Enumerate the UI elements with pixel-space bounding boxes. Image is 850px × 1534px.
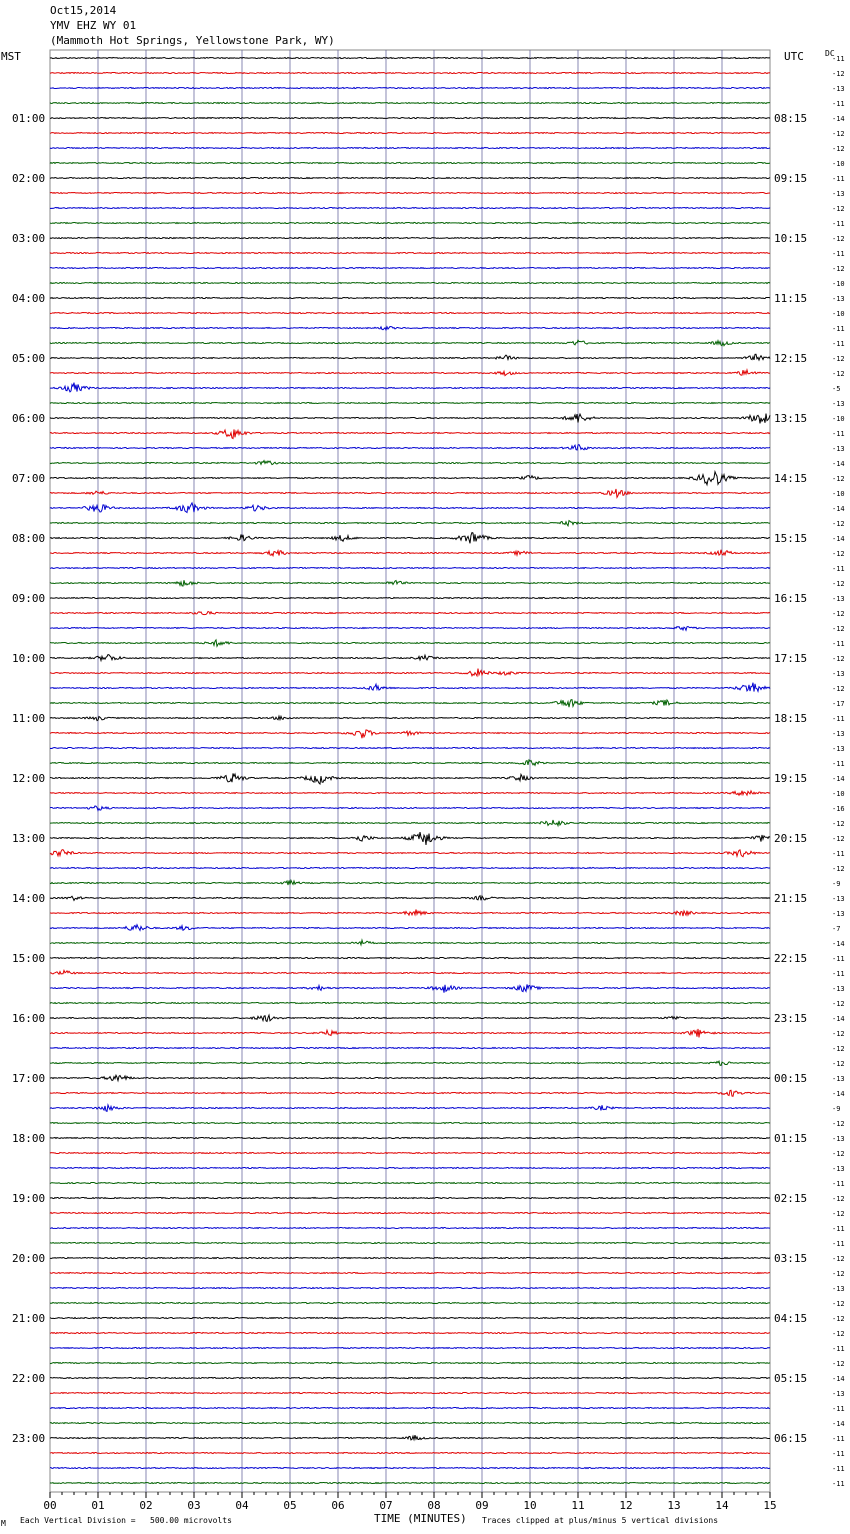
seismic-trace	[50, 1392, 770, 1393]
dc-offset-label: -12	[832, 355, 845, 363]
seismic-trace	[50, 1002, 770, 1003]
seismic-trace	[50, 102, 770, 103]
utc-hour-label: 01:15	[774, 1132, 808, 1145]
dc-offset-label: -11	[832, 250, 845, 258]
seismic-trace	[50, 1377, 770, 1378]
seismic-trace	[50, 655, 770, 661]
dc-offset-label: -11	[832, 1180, 845, 1188]
utc-hour-label: 17:15	[774, 652, 808, 665]
dc-offset-label: -13	[832, 910, 845, 918]
seismic-trace	[50, 533, 770, 544]
seismic-trace	[50, 850, 770, 857]
utc-hour-label: 02:15	[774, 1192, 808, 1205]
seismic-trace	[50, 611, 770, 614]
x-tick-label: 10	[523, 1499, 537, 1512]
seismic-trace	[50, 252, 770, 253]
dc-offset-label: -14	[832, 1420, 845, 1428]
dc-offset-label: -10	[832, 310, 845, 318]
seismic-trace	[50, 370, 770, 376]
mst-hour-label: 15:00	[12, 952, 46, 965]
dc-offset-label: -13	[832, 895, 845, 903]
seismic-trace	[50, 402, 770, 403]
seismic-trace	[50, 806, 770, 810]
seismic-trace	[50, 192, 770, 193]
seismic-trace	[50, 1302, 770, 1303]
seismic-trace	[50, 461, 770, 465]
dc-offset-label: -5	[832, 385, 841, 393]
dc-offset-label: -11	[832, 1465, 845, 1473]
utc-hour-label: 13:15	[774, 412, 808, 425]
plot-frame	[50, 50, 770, 1492]
dc-offset-label: -11	[832, 1405, 845, 1413]
seismic-trace	[50, 282, 770, 283]
seismic-trace	[50, 1197, 770, 1198]
seismic-trace	[50, 1407, 770, 1408]
dc-offset-label: -12	[832, 235, 845, 243]
utc-hour-label: 03:15	[774, 1252, 808, 1265]
seismic-trace	[50, 1227, 770, 1228]
seismic-trace	[50, 1137, 770, 1138]
seismic-trace	[50, 640, 770, 646]
utc-hour-label: 04:15	[774, 1312, 808, 1325]
dc-offset-label: -12	[832, 370, 845, 378]
dc-offset-label: -12	[832, 1330, 845, 1338]
seismic-trace	[50, 297, 770, 298]
seismic-trace	[50, 1029, 770, 1038]
header-location: (Mammoth Hot Springs, Yellowstone Park, WY)	[50, 34, 335, 47]
seismic-trace	[50, 1167, 770, 1168]
seismic-trace	[50, 970, 770, 974]
dc-offset-label: -11	[832, 565, 845, 573]
dc-offset-label: -13	[832, 595, 845, 603]
dc-offset-label: -10	[832, 280, 845, 288]
seismic-trace	[50, 580, 770, 586]
seismic-trace	[50, 429, 770, 438]
x-tick-label: 01	[91, 1499, 105, 1512]
dc-offset-label: -11	[832, 1225, 845, 1233]
x-tick-label: 02	[139, 1499, 153, 1512]
utc-hour-label: 18:15	[774, 712, 808, 725]
seismic-trace	[50, 445, 770, 450]
dc-offset-label: -10	[832, 415, 845, 423]
mst-axis-label: MST	[1, 50, 21, 63]
utc-hour-label: 22:15	[774, 952, 808, 965]
seismic-trace	[50, 414, 770, 424]
mst-hour-label: 14:00	[12, 892, 46, 905]
x-tick-label: 04	[235, 1499, 249, 1512]
seismic-trace	[50, 207, 770, 208]
dc-offset-label: -11	[832, 955, 845, 963]
dc-offset-label: -7	[832, 925, 841, 933]
dc-offset-label: -16	[832, 805, 845, 813]
x-tick-label: 12	[619, 1499, 633, 1512]
utc-hour-label: 00:15	[774, 1072, 808, 1085]
dc-offset-label: -14	[832, 1090, 845, 1098]
clip-note: Traces clipped at plus/minus 5 vertical divisions	[482, 1516, 719, 1525]
utc-hour-label: 16:15	[774, 592, 808, 605]
x-tick-label: 06	[331, 1499, 345, 1512]
dc-offset-label: -13	[832, 445, 845, 453]
dc-offset-label: -11	[832, 640, 845, 648]
seismic-trace	[50, 597, 770, 598]
seismic-trace	[50, 1242, 770, 1243]
seismic-trace	[50, 626, 770, 630]
dc-offset-label: -12	[832, 475, 845, 483]
seismic-trace	[50, 867, 770, 868]
x-tick-label: 14	[715, 1499, 729, 1512]
seismic-trace	[50, 1075, 770, 1080]
mst-hour-label: 09:00	[12, 592, 46, 605]
dc-offset-label: -11	[832, 340, 845, 348]
utc-hour-label: 15:15	[774, 532, 808, 545]
dc-offset-label: -13	[832, 1135, 845, 1143]
utc-hour-label: 12:15	[774, 352, 808, 365]
dc-offset-label: -13	[832, 745, 845, 753]
mst-hour-label: 03:00	[12, 232, 46, 245]
seismic-trace	[50, 1182, 770, 1183]
seismic-trace	[50, 383, 770, 392]
dc-offset-label: -11	[832, 1450, 845, 1458]
dc-offset-label: -13	[832, 730, 845, 738]
dc-offset-label: -12	[832, 655, 845, 663]
dc-offset-label: -14	[832, 535, 845, 543]
mst-hour-label: 18:00	[12, 1132, 46, 1145]
seismic-trace	[50, 177, 770, 178]
dc-offset-label: -13	[832, 190, 845, 198]
mst-hour-label: 12:00	[12, 772, 46, 785]
utc-hour-label: 08:15	[774, 112, 808, 125]
dc-offset-label: -12	[832, 1060, 845, 1068]
dc-offset-label: -10	[832, 160, 845, 168]
seismic-trace	[50, 354, 770, 360]
scale-note: Each Vertical Division = 500.00 microvolts	[20, 1516, 232, 1525]
seismic-trace	[50, 909, 770, 916]
seismic-trace	[50, 147, 770, 148]
seismic-trace	[50, 700, 770, 707]
dc-offset-label: -13	[832, 1285, 845, 1293]
seismic-trace	[50, 716, 770, 720]
dc-offset-label: -12	[832, 610, 845, 618]
mst-hour-label: 21:00	[12, 1312, 46, 1325]
seismic-trace	[50, 747, 770, 748]
mst-hour-label: 23:00	[12, 1432, 46, 1445]
seismic-trace	[50, 1015, 770, 1021]
dc-offset-label: -14	[832, 775, 845, 783]
seismic-trace	[50, 683, 770, 692]
seismic-trace	[50, 1212, 770, 1213]
seismic-trace	[50, 1061, 770, 1065]
seismic-trace	[50, 1317, 770, 1318]
dc-offset-label: -9	[832, 880, 841, 888]
seismic-trace	[50, 760, 770, 765]
x-tick-label: 07	[379, 1499, 393, 1512]
seismic-trace	[50, 957, 770, 958]
dc-offset-label: -13	[832, 985, 845, 993]
dc-offset-label: -14	[832, 505, 845, 513]
mst-hour-label: 04:00	[12, 292, 46, 305]
seismic-trace	[50, 1105, 770, 1111]
seismic-trace	[50, 327, 770, 330]
seismic-trace	[50, 669, 770, 676]
seismic-trace	[50, 1422, 770, 1423]
mst-hour-label: 11:00	[12, 712, 46, 725]
seismic-trace	[50, 503, 770, 513]
seismic-trace	[50, 521, 770, 526]
dc-offset-label: -11	[832, 430, 845, 438]
utc-hour-label: 23:15	[774, 1012, 808, 1025]
seismic-trace	[50, 773, 770, 784]
dc-offset-label: -11	[832, 1345, 845, 1353]
dc-offset-label: -12	[832, 685, 845, 693]
mst-hour-label: 06:00	[12, 412, 46, 425]
mst-hour-label: 10:00	[12, 652, 46, 665]
dc-offset-label: -13	[832, 400, 845, 408]
seismic-trace	[50, 1467, 770, 1468]
seismic-trace	[50, 489, 770, 497]
seismic-trace	[50, 1435, 770, 1440]
seismic-trace	[50, 880, 770, 885]
dc-offset-label: -9	[832, 1105, 841, 1113]
dc-offset-label: -12	[832, 1210, 845, 1218]
dc-offset-label: -11	[832, 55, 845, 63]
dc-offset-label: -12	[832, 820, 845, 828]
mst-hour-label: 22:00	[12, 1372, 46, 1385]
dc-offset-label: -12	[832, 205, 845, 213]
mst-hour-label: 02:00	[12, 172, 46, 185]
seismic-trace	[50, 925, 770, 931]
x-tick-label: 09	[475, 1499, 489, 1512]
dc-offset-label: -11	[832, 850, 845, 858]
seismic-trace	[50, 1122, 770, 1123]
utc-hour-label: 14:15	[774, 472, 808, 485]
utc-hour-label: 10:15	[774, 232, 808, 245]
seismic-trace	[50, 117, 770, 118]
dc-offset-label: -12	[832, 1000, 845, 1008]
seismic-trace	[50, 1272, 770, 1273]
dc-offset-label: -11	[832, 175, 845, 183]
dc-offset-label: -12	[832, 145, 845, 153]
seismic-trace	[50, 567, 770, 568]
seismic-trace	[50, 1152, 770, 1153]
dc-offset-label: -14	[832, 115, 845, 123]
dc-offset-label: -11	[832, 1240, 845, 1248]
utc-hour-label: 05:15	[774, 1372, 808, 1385]
dc-offset-label: -12	[832, 130, 845, 138]
mst-hour-label: 13:00	[12, 832, 46, 845]
seismic-trace	[50, 1287, 770, 1288]
utc-hour-label: 11:15	[774, 292, 808, 305]
dc-offset-label: -12	[832, 1255, 845, 1263]
dc-offset-label: -10	[832, 490, 845, 498]
dc-offset-label: -14	[832, 940, 845, 948]
header-date: Oct15,2014	[50, 4, 117, 17]
x-axis-label: TIME (MINUTES)	[374, 1512, 467, 1525]
utc-axis-label: UTC	[784, 50, 804, 63]
mst-hour-label: 07:00	[12, 472, 46, 485]
dc-offset-label: -11	[832, 100, 845, 108]
seismic-trace	[50, 550, 770, 556]
seismic-trace	[50, 1362, 770, 1363]
seismic-trace	[50, 162, 770, 163]
dc-offset-label: -12	[832, 835, 845, 843]
dc-offset-label: -12	[832, 1150, 845, 1158]
mst-hour-label: 19:00	[12, 1192, 46, 1205]
corner-mark: M	[1, 1519, 6, 1528]
seismic-trace	[50, 1257, 770, 1258]
dc-offset-label: -13	[832, 670, 845, 678]
dc-offset-label: -14	[832, 1375, 845, 1383]
dc-offset-label: -11	[832, 1435, 845, 1443]
utc-hour-label: 09:15	[774, 172, 808, 185]
seismic-trace	[50, 730, 770, 738]
seismic-trace	[50, 832, 770, 845]
dc-offset-label: -12	[832, 550, 845, 558]
seismic-trace	[50, 132, 770, 133]
dc-offset-label: -12	[832, 1045, 845, 1053]
seismic-trace	[50, 896, 770, 901]
dc-offset-label: -12	[832, 1270, 845, 1278]
dc-offset-label: -10	[832, 790, 845, 798]
utc-hour-label: 06:15	[774, 1432, 808, 1445]
mst-hour-label: 20:00	[12, 1252, 46, 1265]
dc-offset-label: -12	[832, 1120, 845, 1128]
dc-offset-label: -11	[832, 760, 845, 768]
x-tick-label: 15	[763, 1499, 777, 1512]
seismic-trace	[50, 1452, 770, 1453]
seismic-trace	[50, 1332, 770, 1333]
mst-hour-label: 08:00	[12, 532, 46, 545]
dc-offset-label: -14	[832, 460, 845, 468]
dc-offset-label: -12	[832, 520, 845, 528]
seismic-trace	[50, 267, 770, 268]
x-tick-label: 08	[427, 1499, 441, 1512]
seismic-trace	[50, 940, 770, 945]
seismic-trace	[50, 1482, 770, 1483]
mst-hour-label: 16:00	[12, 1012, 46, 1025]
dc-offset-label: -12	[832, 1360, 845, 1368]
seismic-trace	[50, 820, 770, 826]
dc-offset-label: -12	[832, 580, 845, 588]
dc-offset-label: -11	[832, 1480, 845, 1488]
dc-offset-label: -12	[832, 265, 845, 273]
dc-offset-label: -12	[832, 865, 845, 873]
dc-offset-label: -12	[832, 625, 845, 633]
seismic-trace	[50, 72, 770, 73]
seismic-trace	[50, 472, 770, 485]
mst-hour-label: 05:00	[12, 352, 46, 365]
dc-label: DC	[825, 49, 835, 58]
seismic-trace	[50, 984, 770, 992]
x-tick-label: 03	[187, 1499, 201, 1512]
utc-hour-label: 19:15	[774, 772, 808, 785]
seismic-trace	[50, 1347, 770, 1348]
dc-offset-label: -13	[832, 1165, 845, 1173]
dc-offset-label: -12	[832, 70, 845, 78]
seismic-trace	[50, 237, 770, 238]
dc-offset-label: -13	[832, 1390, 845, 1398]
dc-offset-label: -12	[832, 1315, 845, 1323]
dc-offset-label: -13	[832, 85, 845, 93]
seismic-trace	[50, 312, 770, 313]
dc-offset-label: -11	[832, 325, 845, 333]
utc-hour-label: 20:15	[774, 832, 808, 845]
x-tick-label: 05	[283, 1499, 297, 1512]
mst-hour-label: 01:00	[12, 112, 46, 125]
x-tick-label: 13	[667, 1499, 681, 1512]
seismic-trace	[50, 222, 770, 223]
dc-offset-label: -12	[832, 1300, 845, 1308]
header-station: YMV EHZ WY 01	[50, 19, 137, 32]
x-tick-label: 11	[571, 1499, 585, 1512]
seismic-trace	[50, 340, 770, 346]
seismic-trace	[50, 791, 770, 796]
seismic-trace	[50, 1090, 770, 1096]
dc-offset-label: -12	[832, 1195, 845, 1203]
utc-hour-label: 21:15	[774, 892, 808, 905]
dc-offset-label: -14	[832, 1015, 845, 1023]
dc-offset-label: -11	[832, 220, 845, 228]
dc-offset-label: -11	[832, 715, 845, 723]
dc-offset-label: -11	[832, 970, 845, 978]
seismic-trace	[50, 57, 770, 58]
dc-offset-label: -13	[832, 1075, 845, 1083]
mst-hour-label: 17:00	[12, 1072, 46, 1085]
seismic-trace	[50, 87, 770, 88]
x-tick-label: 00	[43, 1499, 57, 1512]
seismic-trace	[50, 1047, 770, 1048]
dc-offset-label: -17	[832, 700, 845, 708]
dc-offset-label: -12	[832, 1030, 845, 1038]
dc-offset-label: -13	[832, 295, 845, 303]
